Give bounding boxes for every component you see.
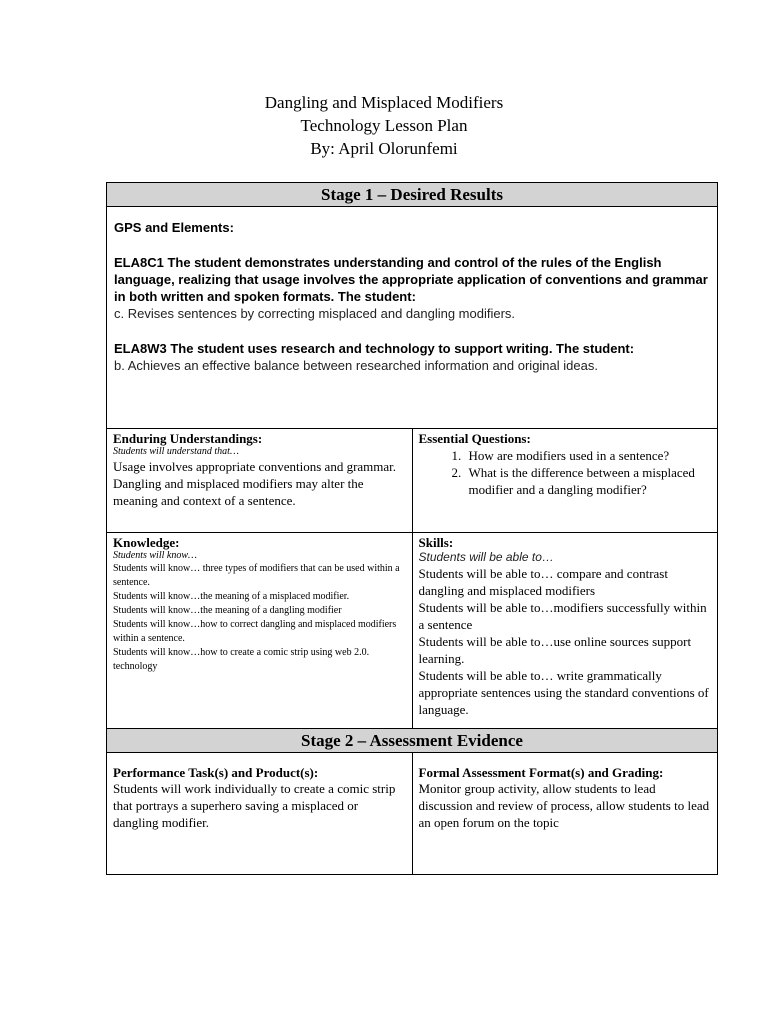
performance-task-cell (107, 753, 413, 875)
list-item: Students will know…how to create a comic strip using web 2.0. technology (113, 647, 370, 672)
skills-title: Skills: (418, 535, 454, 550)
document-header (0, 91, 768, 160)
standard-text: ELA8C1 The student demonstrates understanding and control of the rules of the English language, realizing that usage involves the appropriate application of conventions and grammar in both written and spoken formats. The student: (114, 255, 708, 304)
performance-body: Students will work individually to create a comic strip that portrays a superhero saving a misplaced or dangling modifier. (113, 781, 396, 830)
standard-element: c. Revises sentences by correcting misplaced and dangling modifiers. (114, 306, 516, 321)
list-item: 2. What is the difference between a misplaced modifier and a dangling modifier? (465, 464, 712, 498)
list-item: Students will know…how to correct dangling and misplaced modifiers within a sentence. (113, 619, 397, 644)
stage2-heading: Stage 2 – Assessment Evidence (107, 729, 718, 753)
document-author: By: April Olorunfemi (310, 139, 458, 158)
enduring-body: Usage involves appropriate conventions and grammar. Dangling and misplaced modifiers may alter the meaning and context of a sentence. (113, 459, 397, 508)
knowledge-sub: Students will know… (113, 550, 197, 561)
performance-title: Performance Task(s) and Product(s): (113, 765, 319, 780)
list-item: Students will know…the meaning of a misplaced modifier. (113, 591, 350, 602)
list-item: Students will be able to…modifiers successfully within a sentence (418, 600, 707, 632)
document-title: Dangling and Misplaced Modifiers (264, 93, 504, 112)
essential-questions-list (419, 447, 712, 498)
skills-sub: Students will be able to… (418, 550, 554, 564)
lesson-plan-table (106, 182, 718, 875)
essential-title: Essential Questions: (418, 431, 531, 446)
enduring-understandings-cell (107, 429, 413, 533)
list-item: Students will be able to…use online sources support learning. (418, 634, 692, 666)
stage1-heading: Stage 1 – Desired Results (107, 183, 718, 207)
standard-element: b. Achieves an effective balance between researched information and original ideas. (114, 358, 598, 373)
knowledge-cell (107, 533, 413, 729)
standard-ela8c1 (114, 254, 710, 322)
knowledge-title: Knowledge: (113, 535, 180, 550)
standard-ela8w3 (114, 340, 710, 374)
gps-title: GPS and Elements: (114, 220, 234, 235)
formal-body: Monitor group activity, allow students to lead discussion and review of process, allow students to lead an open forum on the topic (418, 781, 710, 830)
skills-cell (412, 533, 718, 729)
document-subtitle: Technology Lesson Plan (300, 116, 468, 135)
list-item: Students will be able to… write grammatically appropriate sentences using the standard conventions of language. (418, 668, 709, 717)
formal-assessment-cell (412, 753, 718, 875)
gps-elements-cell (107, 207, 718, 429)
formal-title: Formal Assessment Format(s) and Grading: (418, 765, 664, 780)
list-item: Students will be able to… compare and contrast dangling and misplaced modifiers (418, 566, 668, 598)
enduring-sub: Students will understand that… (113, 446, 239, 457)
list-item: 1. How are modifiers used in a sentence? (465, 447, 712, 464)
enduring-title: Enduring Understandings: (113, 431, 263, 446)
list-item: Students will know… three types of modifiers that can be used within a sentence. (113, 563, 400, 588)
essential-questions-cell (412, 429, 718, 533)
list-item: Students will know…the meaning of a dangling modifier (113, 605, 342, 616)
standard-text: ELA8W3 The student uses research and technology to support writing. The student: (114, 341, 635, 356)
